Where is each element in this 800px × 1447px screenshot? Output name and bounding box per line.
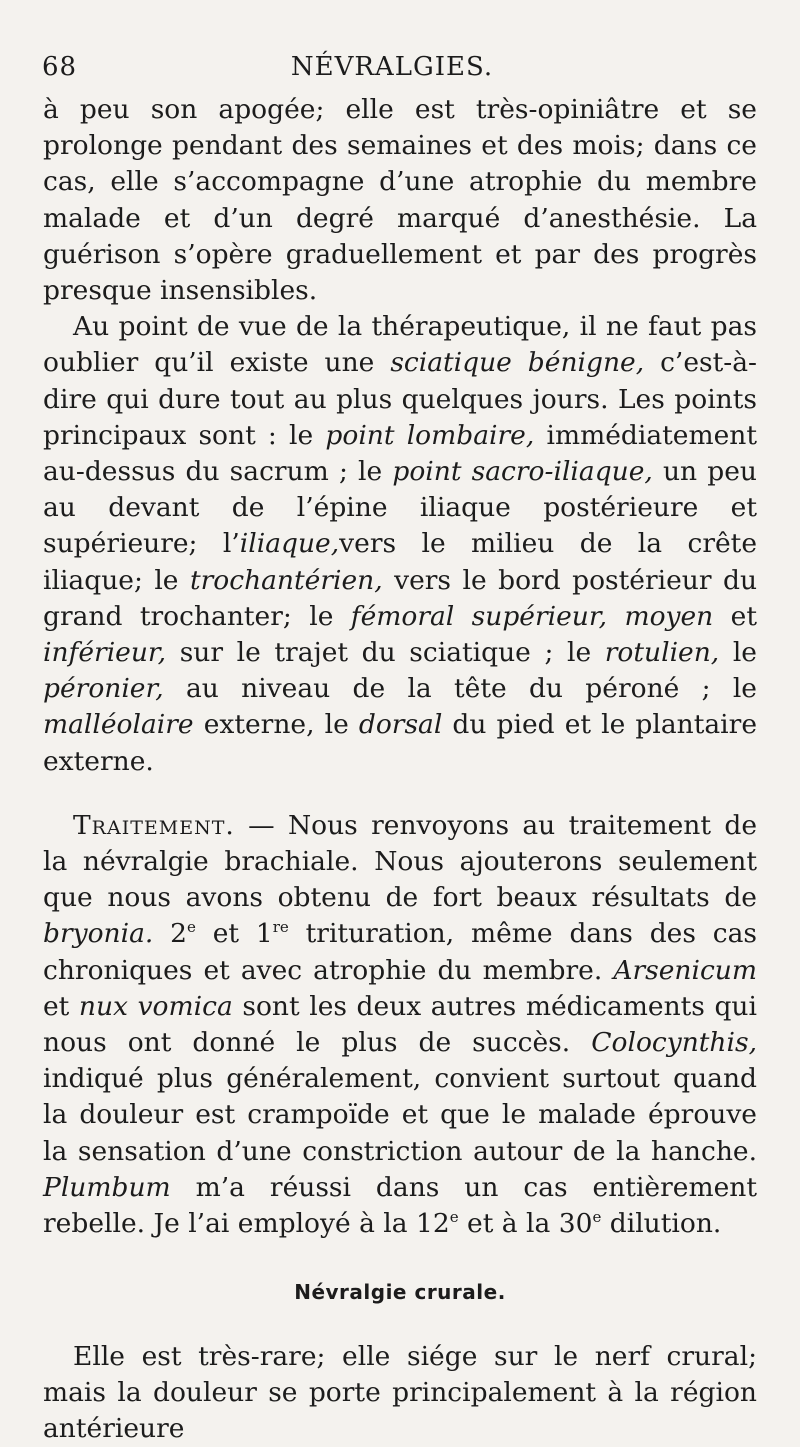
text-run: vers le bord postérieur du grand trochanter; le bbox=[43, 565, 757, 632]
italic-term: fémoral supérieur, moyen bbox=[351, 601, 713, 632]
section-lead: Traitement. bbox=[73, 810, 235, 841]
text-run: m’a réussi dans un cas entièrement rebelle. Je l’ai employé à la 12 bbox=[43, 1172, 757, 1239]
page-number: 68 bbox=[42, 52, 77, 82]
text-run: — Nous renvoyons au traitement de la névralgie brachiale. Nous ajouterons seulement que nous avons obtenu de fort beaux résultats de bbox=[43, 810, 757, 913]
text-run: sur le trajet du sciatique ; le bbox=[166, 637, 605, 668]
paragraph-3 bbox=[43, 808, 757, 1242]
italic-term: péronier, bbox=[43, 673, 164, 704]
superscript: e bbox=[187, 919, 196, 937]
text-run: vers le milieu de la crête iliaque; le bbox=[43, 528, 757, 595]
superscript: e bbox=[450, 1208, 459, 1226]
text-run: au niveau de la tête du péroné ; le bbox=[164, 673, 757, 704]
superscript: e bbox=[592, 1208, 601, 1226]
text-run: immédiatement au-dessus du sacrum ; le bbox=[43, 420, 757, 487]
italic-term: iliaque, bbox=[240, 528, 339, 559]
italic-term: bryonia. bbox=[43, 918, 153, 949]
italic-term: dorsal bbox=[359, 709, 442, 740]
body-text bbox=[43, 92, 757, 1447]
italic-term: sciatique bénigne, bbox=[390, 347, 644, 378]
superscript: re bbox=[273, 919, 289, 937]
text-run: indiqué plus généralement, convient surtout quand la douleur est crampoïde et que le malade éprouve la sensation d’une constriction autour de la hanche. bbox=[43, 1063, 757, 1166]
text-run: et bbox=[43, 991, 79, 1022]
section-subheading: Névralgie crurale. bbox=[43, 1274, 757, 1310]
text-run: et 1 bbox=[196, 918, 273, 949]
text-run: Elle est très-rare; elle siége sur le nerf crural; mais la douleur se porte principalement à la région antérieure bbox=[43, 1341, 757, 1444]
text-run: trituration, même dans des cas chroniques et avec atrophie du membre. bbox=[43, 918, 757, 985]
text-run: sont les deux autres médicaments qui nous ont donné le plus de succès. bbox=[43, 991, 757, 1058]
text-run: dilution. bbox=[601, 1208, 721, 1239]
text-run: à peu son apogée; elle est très-opiniâtre et se prolonge pendant des semaines et des mois; dans ce cas, elle s’accompagne d’une atrophie du membre malade et d’un degré marqué d’anesthésie. La guérison s’opère graduellement et par des progrès presque insensibles. bbox=[43, 94, 757, 306]
text-run: le bbox=[719, 637, 757, 668]
text-run: 2 bbox=[153, 918, 187, 949]
text-run: externe, le bbox=[194, 709, 359, 740]
italic-term: inférieur, bbox=[43, 637, 166, 668]
text-run: Au point de vue de la thérapeutique, il ne faut pas oublier qu’il existe une bbox=[43, 311, 757, 378]
paragraph-2 bbox=[43, 309, 757, 780]
italic-term: point sacro-iliaque, bbox=[392, 456, 652, 487]
paragraph-4 bbox=[43, 1339, 757, 1447]
text-run: du pied et le plantaire externe. bbox=[43, 709, 757, 776]
paragraph-1 bbox=[43, 92, 757, 309]
italic-term: Arsenicum bbox=[613, 955, 757, 986]
italic-term: point lombaire, bbox=[325, 420, 534, 451]
italic-term: rotulien, bbox=[605, 637, 719, 668]
italic-term: nux vomica bbox=[79, 991, 233, 1022]
running-title: NÉVRALGIES. bbox=[42, 52, 742, 82]
italic-term: Colocynthis, bbox=[591, 1027, 757, 1058]
page-header bbox=[42, 52, 742, 92]
text-run: et à la 30 bbox=[459, 1208, 593, 1239]
text-run: et bbox=[713, 601, 757, 632]
italic-term: malléolaire bbox=[43, 709, 194, 740]
italic-term: Plumbum bbox=[43, 1172, 171, 1203]
italic-term: trochantérien, bbox=[190, 565, 383, 596]
text-run: un peu au devant de l’épine iliaque postérieure et supérieure; l’ bbox=[43, 456, 757, 559]
text-run: c’est-à-dire qui dure tout au plus quelques jours. Les points principaux sont : le bbox=[43, 347, 757, 450]
